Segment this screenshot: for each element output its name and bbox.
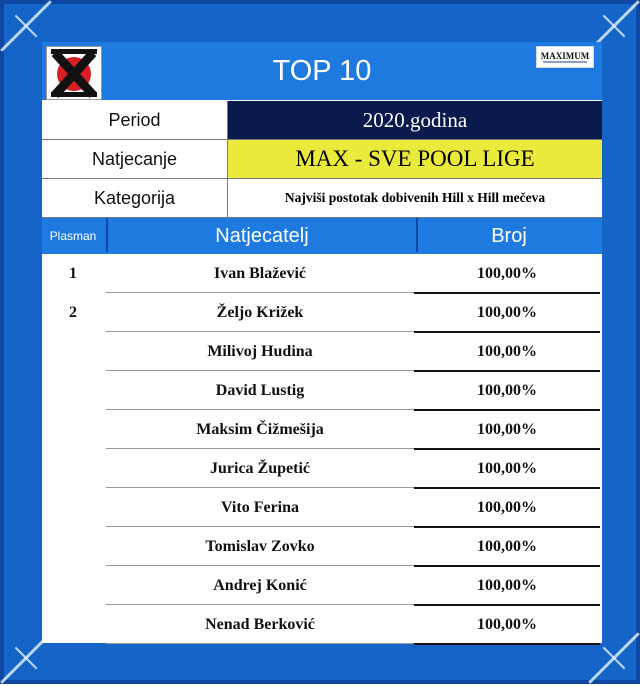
competition-value: MAX - SVE POOL LIGE	[228, 140, 602, 178]
name-cell: Vito Ferina	[106, 488, 414, 527]
name-cell: Željo Križek	[106, 293, 414, 332]
name-cell: Jurica Župetić	[106, 449, 414, 488]
value-cell: 100,00%	[414, 371, 600, 411]
table-row	[42, 254, 602, 293]
header-bar	[42, 42, 602, 100]
name-cell: Nenad Berković	[106, 605, 414, 644]
value-cell: 100,00%	[414, 527, 600, 567]
table-header	[42, 218, 602, 254]
rank-cell	[42, 410, 104, 449]
maximum-logo	[536, 46, 594, 68]
category-value: Najviši postotak dobivenih Hill x Hill mečeva	[228, 179, 602, 217]
name-cell: Andrej Konić	[106, 566, 414, 605]
name-cell: Maksim Čižmešija	[106, 410, 414, 449]
leaderboard-card	[42, 42, 602, 643]
value-cell: 100,00%	[414, 488, 600, 528]
ranking-table	[42, 254, 602, 644]
period-value: 2020.godina	[228, 101, 602, 139]
rank-cell	[42, 449, 104, 488]
table-row	[42, 605, 602, 644]
name-cell: Milivoj Hudina	[106, 332, 414, 371]
rank-cell	[42, 371, 104, 410]
table-row	[42, 566, 602, 605]
rank-cell: 2	[69, 304, 77, 321]
table-row	[42, 410, 602, 449]
period-row	[42, 101, 602, 140]
page-title: TOP 10	[272, 55, 372, 87]
value-cell: 100,00%	[414, 449, 600, 489]
category-label: Kategorija	[42, 179, 228, 217]
value-cell: 100,00%	[414, 254, 600, 294]
period-label: Period	[42, 101, 228, 139]
name-cell: Ivan Blažević	[106, 254, 414, 293]
column-header-name: Natjecatelj	[106, 218, 418, 252]
table-row	[42, 527, 602, 566]
table-row	[42, 488, 602, 527]
value-cell: 100,00%	[414, 332, 600, 372]
table-row	[42, 371, 602, 410]
column-header-value: Broj	[491, 225, 527, 247]
rank-cell	[42, 488, 104, 527]
category-row	[42, 179, 602, 218]
value-cell: 100,00%	[414, 410, 600, 450]
competition-label: Natjecanje	[42, 140, 228, 178]
rank-cell	[42, 605, 104, 644]
column-header-rank: Plasman	[49, 229, 97, 243]
rank-cell: 1	[69, 265, 77, 282]
table-row	[42, 293, 602, 332]
value-cell: 100,00%	[414, 293, 600, 333]
svg-text:MAXIMUM: MAXIMUM	[540, 51, 590, 61]
rank-cell	[42, 566, 104, 605]
rank-cell	[42, 332, 104, 371]
name-cell: Tomislav Zovko	[106, 527, 414, 566]
value-cell: 100,00%	[414, 605, 600, 645]
name-cell: David Lustig	[106, 371, 414, 410]
competition-row	[42, 140, 602, 179]
table-row	[42, 332, 602, 371]
rank-cell	[42, 527, 104, 566]
table-row	[42, 449, 602, 488]
value-cell: 100,00%	[414, 566, 600, 606]
